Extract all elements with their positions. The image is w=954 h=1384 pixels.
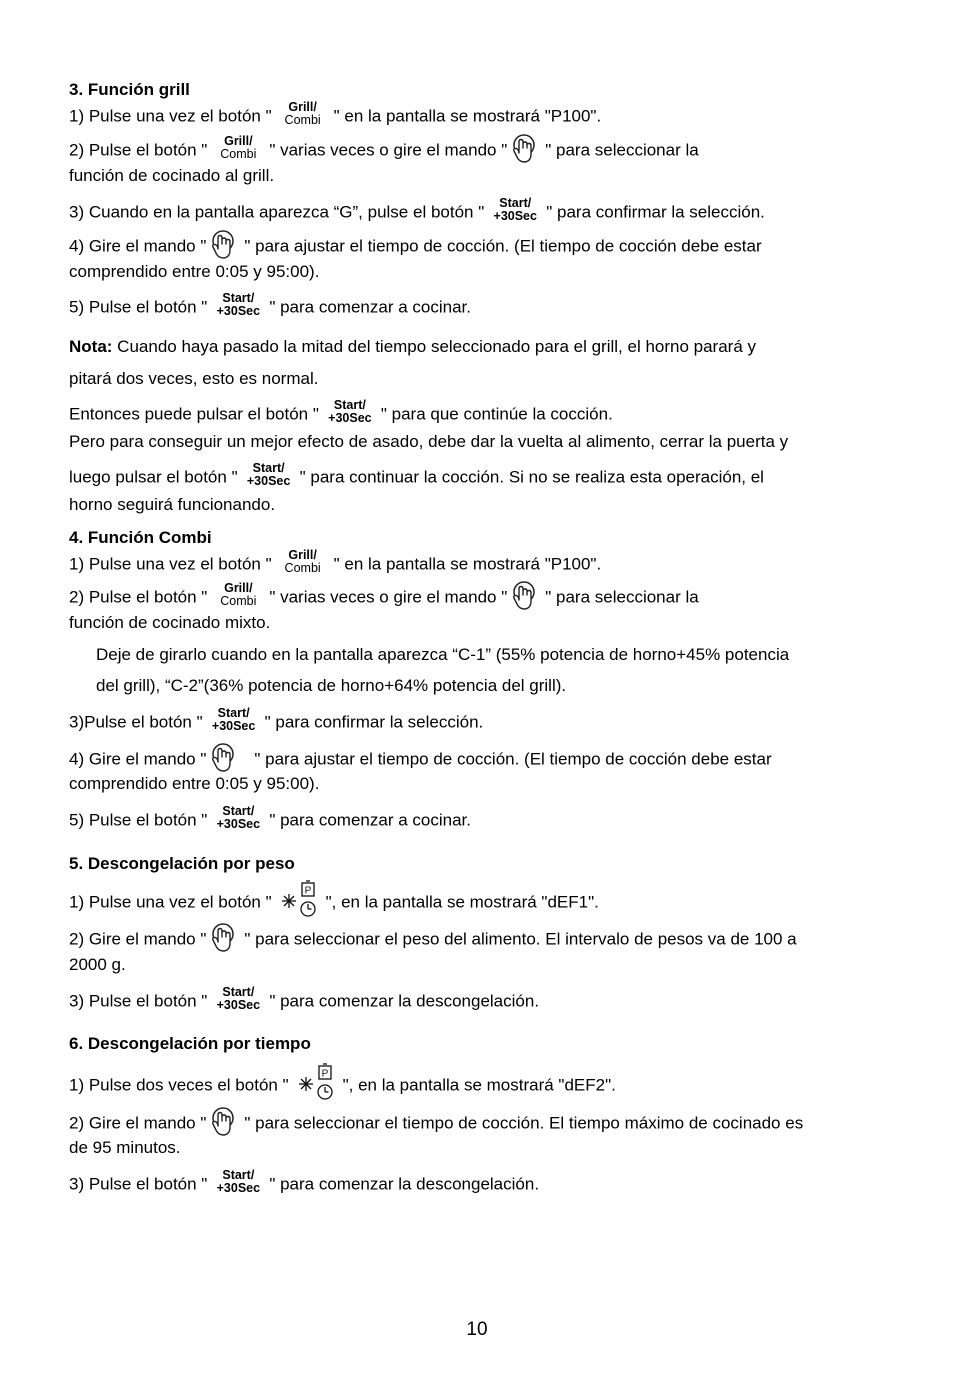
sec4-step3-text-a: 3)Pulse el botón " [69,712,203,732]
sec6-step2-text-a: 2) Gire el mando " [69,1113,207,1133]
sec4-step1 [69,550,601,580]
start-30sec-button-icon [244,461,294,491]
start-30sec-button-icon [213,804,263,834]
plus30sec-label: +30Sec [328,411,372,425]
grill-combi-button-icon [278,548,328,578]
start-label: Start/ [217,706,250,720]
start-30sec-button-icon [209,706,259,736]
sec5-step3-text-a: 3) Pulse el botón " [69,991,208,1011]
sec3-step5-text-b: " para comenzar a cocinar. [269,297,471,317]
plus30sec-label: +30Sec [211,719,256,733]
sec4-step5 [69,806,471,836]
sec5-step1-text-b: ", en la pantalla se mostrará "dEF1". [325,892,599,912]
combi-label: Combi [220,147,257,161]
sec4-step4-cont: comprendido entre 0:05 y 95:00). [69,774,320,793]
grill-label: Grill/ [288,100,317,114]
knob-hand-icon [509,578,543,612]
plus30sec-label: +30Sec [216,998,261,1012]
plus30sec-label: +30Sec [246,474,291,488]
grill-combi-button-icon [278,100,328,130]
start-30sec-button-icon [213,985,263,1015]
start-label: Start/ [222,1168,255,1182]
sec6-step2 [69,1107,803,1141]
sec5-step2 [69,923,797,957]
note-line-3 [69,400,613,430]
start-label: Start/ [252,461,285,475]
note-line-5 [69,463,764,493]
sec4-step2 [69,581,699,615]
sec4-step2-cont: función de cocinado mixto. [69,613,271,632]
grill-combi-button-icon [213,134,263,164]
sec6-step2-text-b: " para seleccionar el tiempo de cocción. El tiempo máximo de cocinado es [244,1113,804,1133]
sec6-step3 [69,1170,539,1200]
knob-hand-icon [208,227,242,261]
sec6-step1-text-b: ", en la pantalla se mostrará "dEF2". [342,1075,616,1095]
start-label: Start/ [333,398,366,412]
start-30sec-button-icon [213,291,263,321]
sec3-step2-text-b: " varias veces o gire el mando " [269,140,508,160]
sec4-step2-text-b: " varias veces o gire el mando " [269,587,508,607]
sec3-step1-text-a: 1) Pulse una vez el botón " [69,106,272,126]
sec3-step2-text-c: " para seleccionar la [545,140,699,160]
plus30sec-label: +30Sec [493,209,537,223]
section-6-title: 6. Descongelación por tiempo [69,1034,311,1053]
sec3-step1 [69,102,601,132]
sec3-step4 [69,230,762,264]
sec5-step2-text-b: " para seleccionar el peso del alimento. El intervalo de pesos va de 100 a [244,929,797,949]
sec3-step2 [69,134,699,168]
sec4-step1-text-a: 1) Pulse una vez el botón " [69,554,272,574]
sec3-step3-text-b: " para confirmar la selección. [546,202,765,222]
sec6-step3-text-b: " para comenzar la descongelación. [269,1174,540,1194]
plus30sec-label: +30Sec [216,304,261,318]
page-number: 10 [466,1319,488,1340]
sec4-step5-text-b: " para comenzar a cocinar. [269,810,471,830]
sec3-step5-text-a: 5) Pulse el botón " [69,297,208,317]
sec4-step2-text-a: 2) Pulse el botón " [69,587,208,607]
sec3-step4-text-b: " para ajustar el tiempo de cocción. (El tiempo de cocción debe estar [244,236,762,256]
note-line-2: pitará dos veces, esto es normal. [69,369,319,388]
sec4-step3 [69,708,483,738]
sec3-step2-text-a: 2) Pulse el botón " [69,140,208,160]
start-label: Start/ [222,291,255,305]
sec6-step3-text-a: 3) Pulse el botón " [69,1174,208,1194]
section-4-title: 4. Función Combi [69,528,212,547]
sec4-step2-text-c: " para seleccionar la [545,587,699,607]
sec3-step1-text-b: " en la pantalla se mostrará "P100". [333,106,602,126]
sec3-step2-cont: función de cocinado al grill. [69,166,275,185]
sec5-step2-cont: 2000 g. [69,955,126,974]
defrost-p-label: P [321,1068,328,1080]
start-label: Start/ [222,985,255,999]
sec5-step3-text-b: " para comenzar la descongelación. [269,991,540,1011]
combi-label: Combi [284,561,321,575]
defrost-button-icon [276,879,322,919]
note-line-6: horno seguirá funcionando. [69,495,276,514]
sec4-step4-text-a: 4) Gire el mando " [69,749,207,769]
grill-label: Grill/ [288,548,317,562]
combi-label: Combi [284,113,321,127]
sec4-step4-text-b: " para ajustar el tiempo de cocción. (El tiempo de cocción debe estar [254,749,772,769]
sec3-step4-cont: comprendido entre 0:05 y 95:00). [69,262,320,281]
grill-label: Grill/ [224,581,253,595]
sec4-indent-2: del grill), “C-2”(36% potencia de horno+64% potencia del grill). [96,676,567,695]
section-3-title: 3. Función grill [69,80,190,99]
note-text-1: Cuando haya pasado la mitad del tiempo seleccionado para el grill, el horno parará y [112,337,757,356]
grill-combi-button-icon [213,581,263,611]
sec3-step3-text-a: 3) Cuando en la pantalla aparezca “G”, pulse el botón " [69,202,485,222]
grill-label: Grill/ [224,134,253,148]
note-text-5a: luego pulsar el botón " [69,467,238,487]
sec5-step3 [69,987,539,1017]
start-label: Start/ [222,804,255,818]
sec6-step2-cont: de 95 minutos. [69,1138,181,1157]
note-label: Nota: [69,337,113,356]
defrost-button-icon [293,1062,339,1102]
start-30sec-button-icon [325,398,375,428]
start-30sec-button-icon [213,1168,263,1198]
sec3-step3 [69,198,765,228]
sec5-step1 [69,883,599,923]
sec4-indent-1: Deje de girarlo cuando en la pantalla aparezca “C-1” (55% potencia de horno+45% potencia [96,645,790,664]
sec4-step1-text-b: " en la pantalla se mostrará "P100". [333,554,602,574]
note-line-4: Pero para conseguir un mejor efecto de asado, debe dar la vuelta al alimento, cerrar la puerta y [69,432,789,451]
plus30sec-label: +30Sec [216,817,261,831]
note-text-5b: " para continuar la cocción. Si no se realiza esta operación, el [299,467,764,487]
sec4-step4 [69,743,772,777]
knob-hand-icon [208,1104,242,1138]
combi-label: Combi [220,594,257,608]
plus30sec-label: +30Sec [216,1181,261,1195]
sec4-step3-text-b: " para confirmar la selección. [264,712,484,732]
knob-hand-icon [208,740,242,774]
start-label: Start/ [499,196,532,210]
section-5-title: 5. Descongelación por peso [69,854,295,873]
sec3-step4-text-a: 4) Gire el mando " [69,236,207,256]
sec4-step5-text-a: 5) Pulse el botón " [69,810,208,830]
start-30sec-button-icon [490,196,540,226]
note-text-3a: Entonces puede pulsar el botón " [69,404,319,424]
defrost-p-label: P [304,885,311,897]
knob-hand-icon [509,131,543,165]
sec6-step1-text-a: 1) Pulse dos veces el botón " [69,1075,289,1095]
sec5-step2-text-a: 2) Gire el mando " [69,929,207,949]
sec5-step1-text-a: 1) Pulse una vez el botón " [69,892,272,912]
sec6-step1 [69,1066,616,1106]
knob-hand-icon [208,920,242,954]
sec3-step5 [69,293,471,323]
note-line-1 [69,337,756,357]
note-text-3b: " para que continúe la cocción. [380,404,613,424]
